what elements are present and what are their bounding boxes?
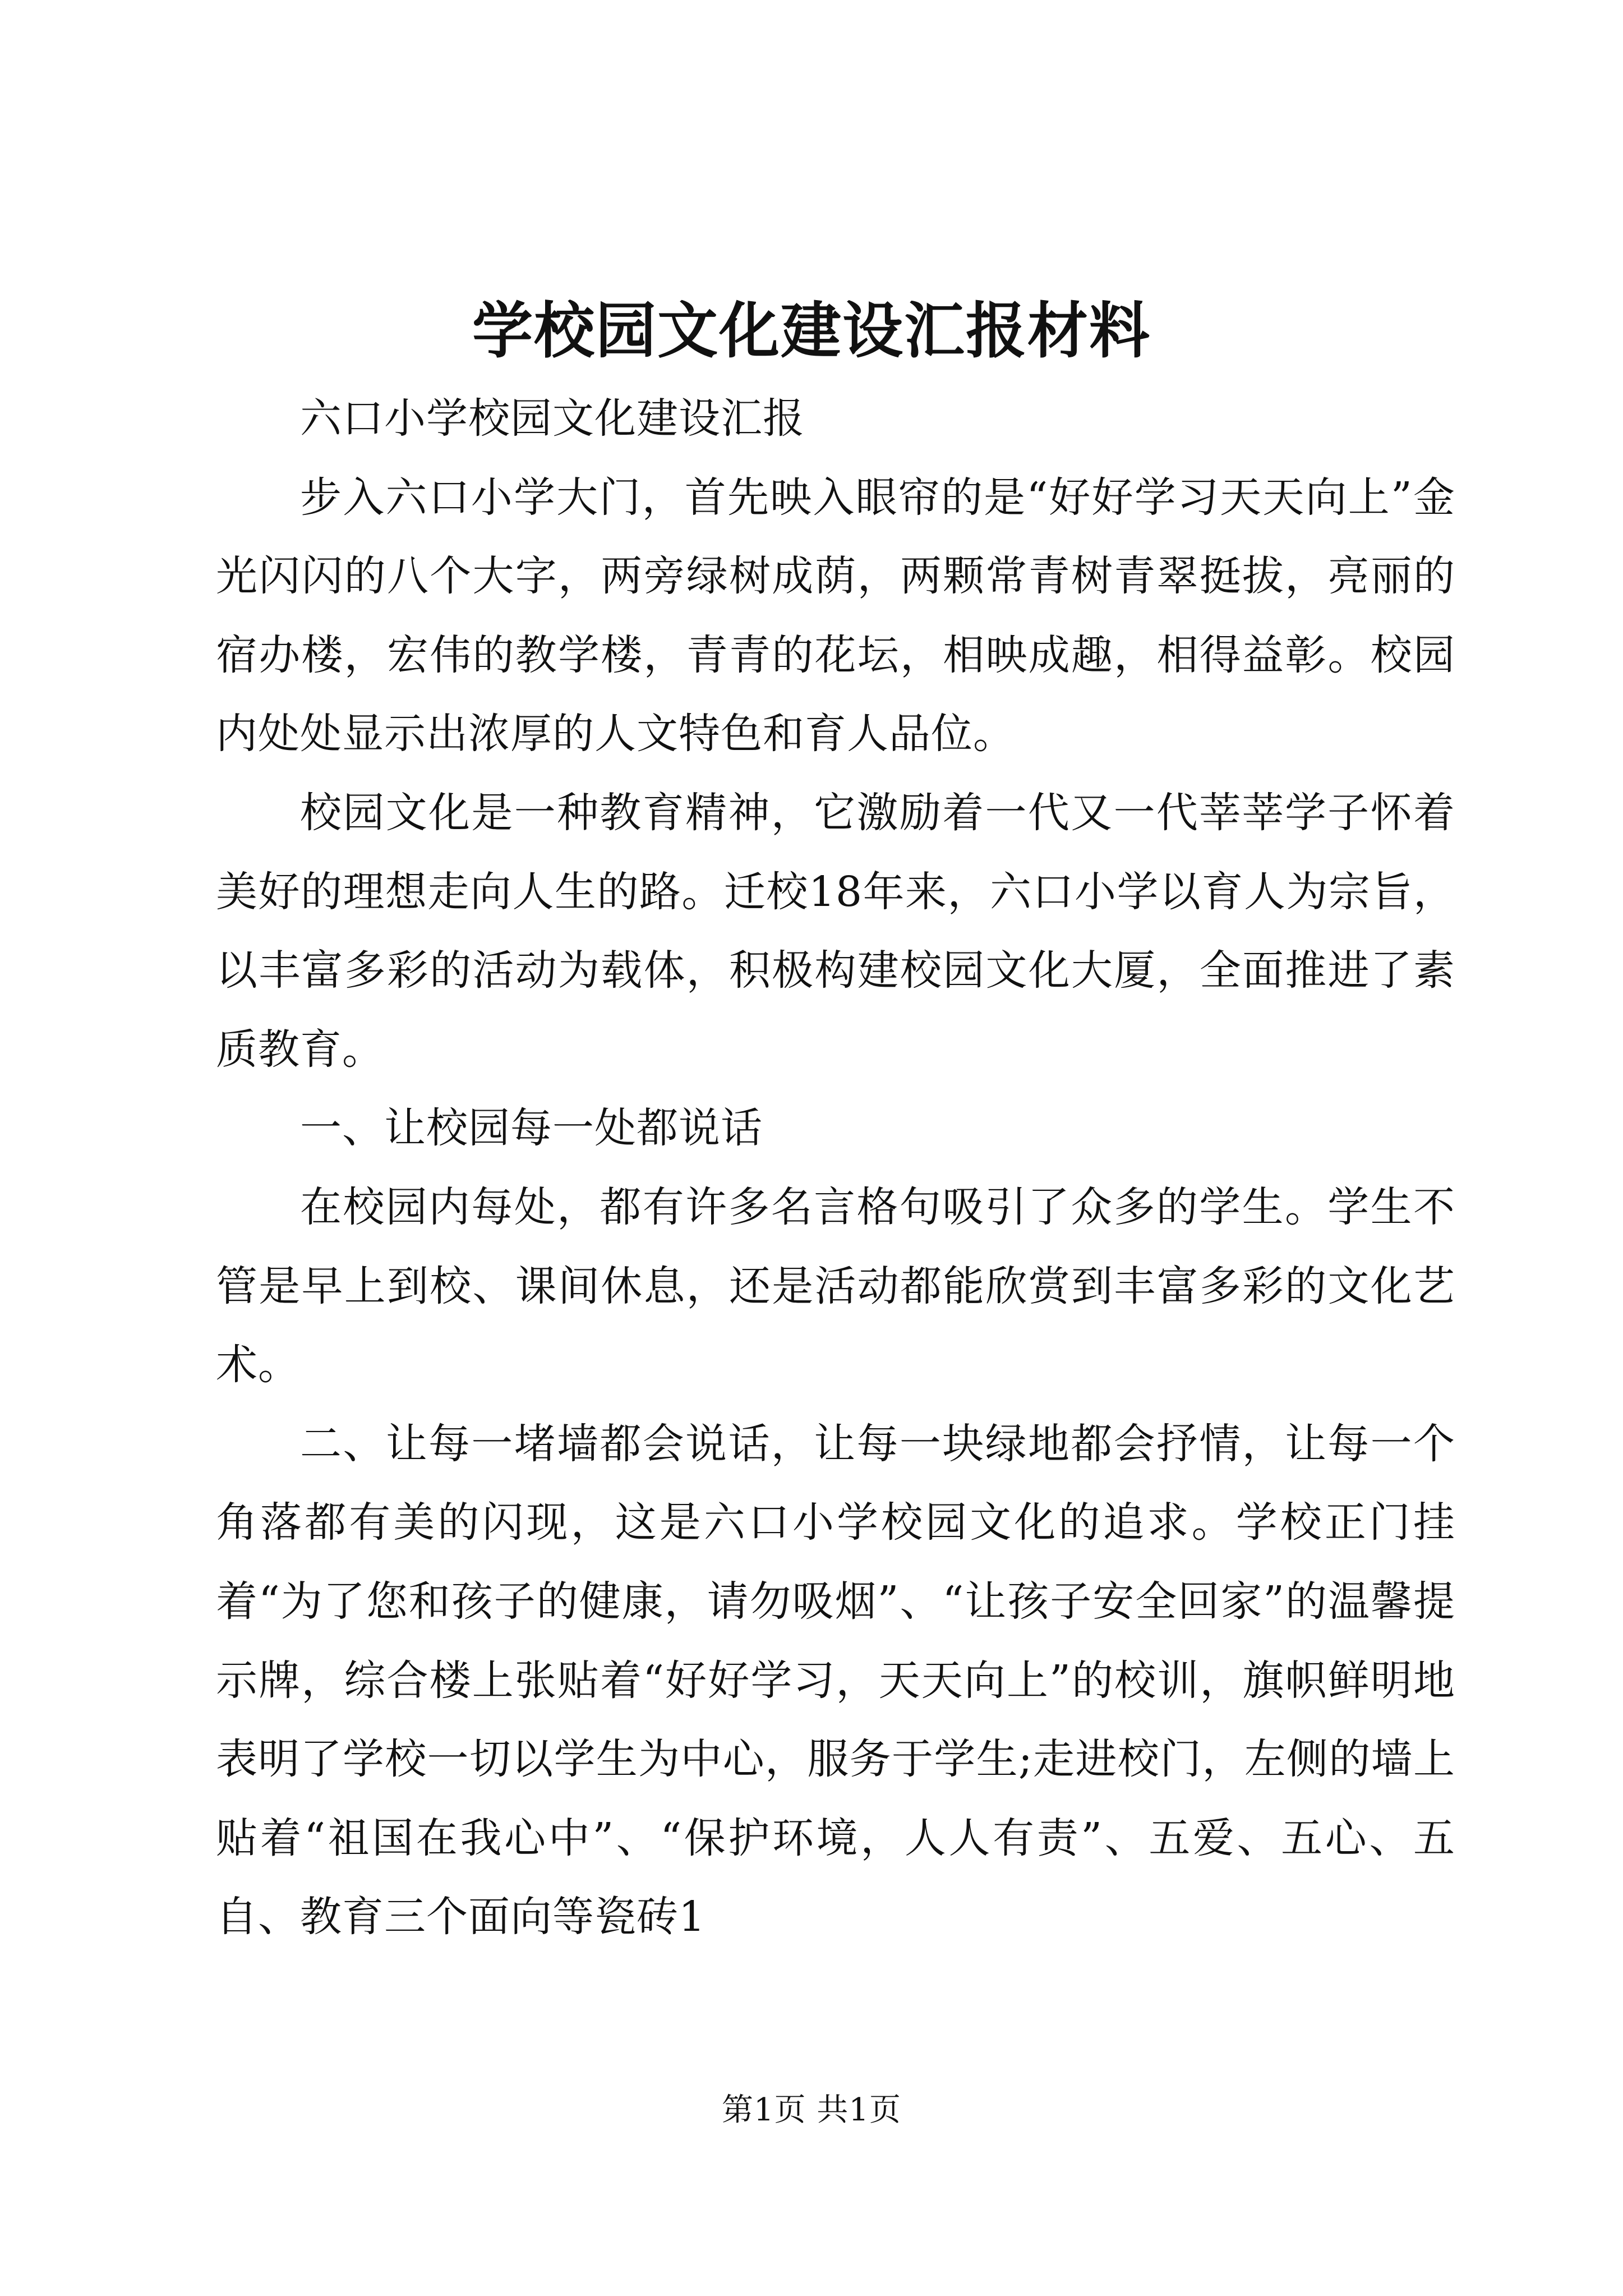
paragraph-section-two: 二、让每一堵墙都会说话，让每一块绿地都会抒情，让每一个角落都有美的闪现，这是六口小学校园文化的追求。学校正门挂着“为了您和孩子的健康，请勿吸烟”、“让孩子安全回家”的温馨提示牌，综合楼上张贴着“好好学习，天天向上”的校训，旗帜鲜明地表明了学校一切以学生为中心，服务于学生;走进校门，左侧的墙上贴着“祖国在我心中”、“保护环境，人人有责”、五爱、五心、五自、教育三个面向等瓷砖1 (216, 1419, 1455, 1941)
section-heading-one: 一、让校园每一处都说话 (300, 1104, 763, 1153)
page-footer: 第1页 共1页 (721, 2092, 902, 2128)
document-title: 学校园文化建设汇报材料 (472, 296, 1151, 366)
document-body (216, 379, 1455, 1957)
paragraph-quotes: 在校园内每处，都有许多名言格句吸引了众多的学生。学生不管是早上到校、课间休息，还是活动都能欣赏到丰富多彩的文化艺术。 (216, 1182, 1455, 1389)
paragraph-school-entrance: 步入六口小学大门，首先映入眼帘的是“好好学习天天向上”金光闪闪的八个大字，两旁绿树成荫，两颗常青树青翠挺拔，亮丽的宿办楼，宏伟的教学楼，青青的花坛，相映成趣，相得益彰。校园内处处显示出浓厚的人文特色和育人品位。 (216, 473, 1455, 758)
paragraph-subtitle: 六口小学校园文化建设汇报 (300, 394, 805, 443)
paragraph-campus-culture: 校园文化是一种教育精神，它激励着一代又一代莘莘学子怀着美好的理想走向人生的路。迁校18年来，六口小学以育人为宗旨，以丰富多彩的活动为载体，积极构建校园文化大厦，全面推进了素质教育。 (216, 788, 1455, 1074)
